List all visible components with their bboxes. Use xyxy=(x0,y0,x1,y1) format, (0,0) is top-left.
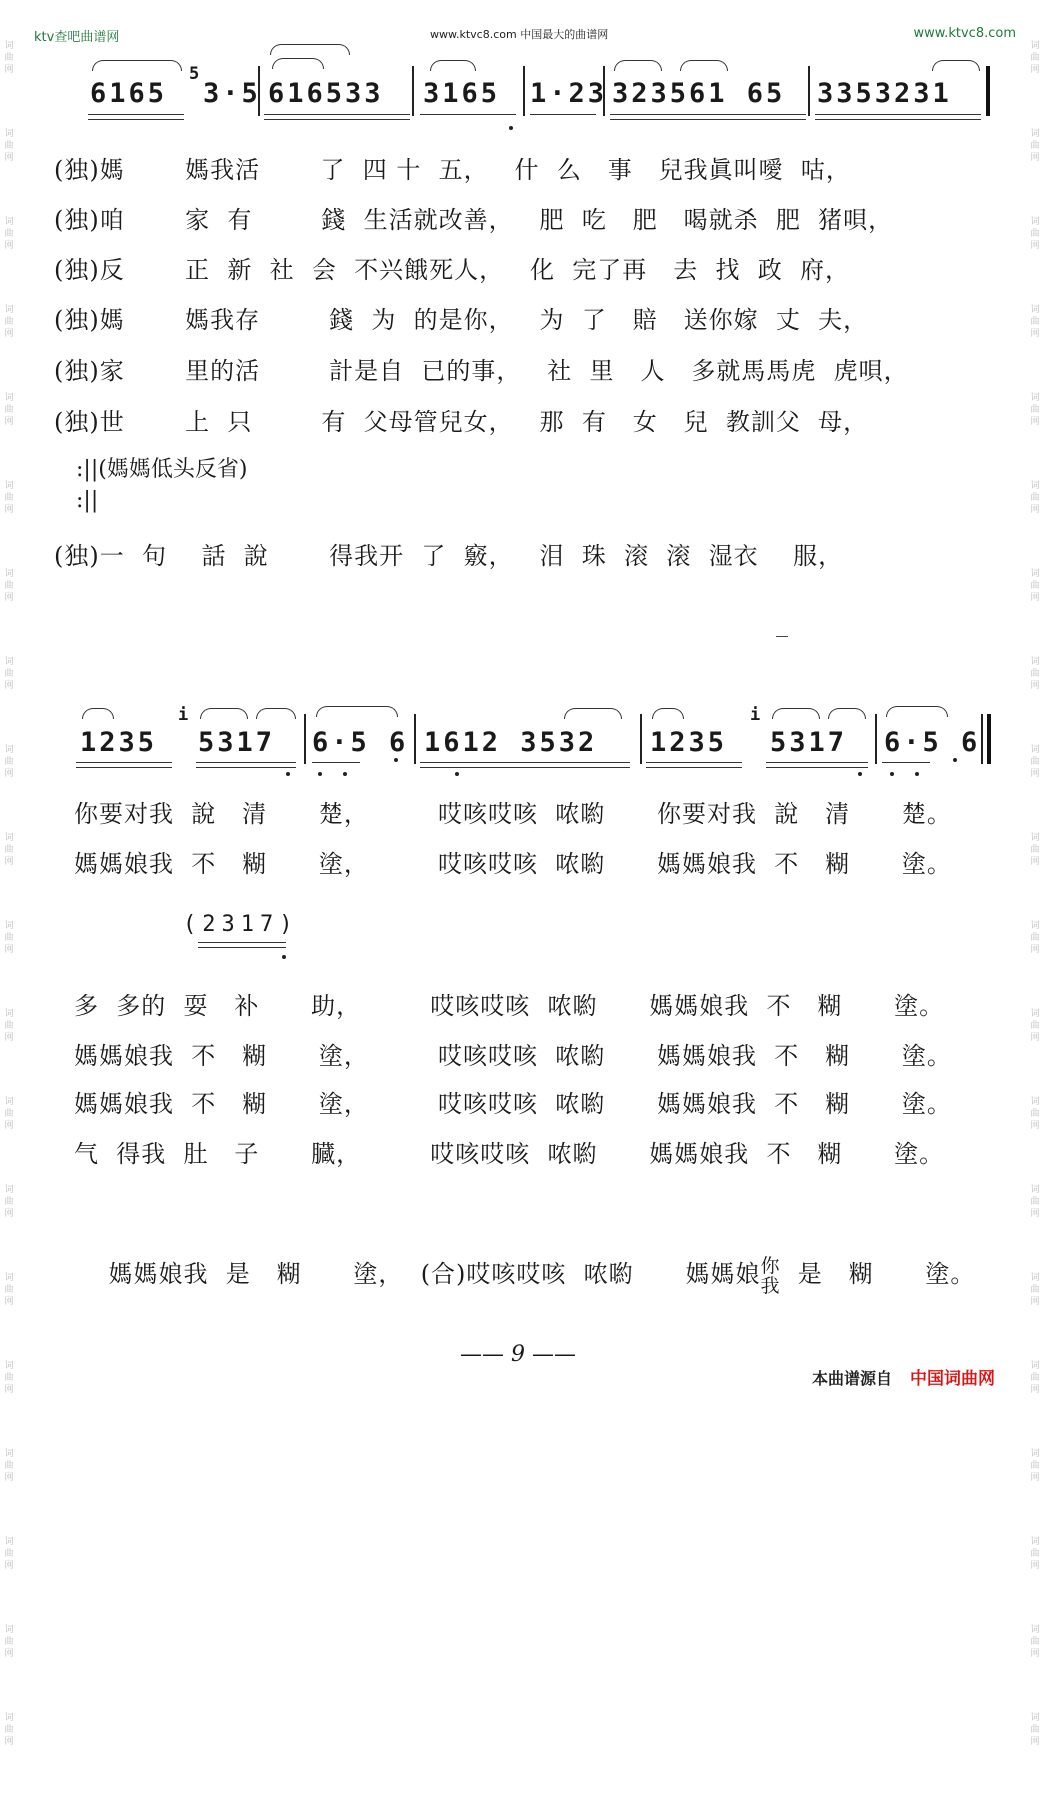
barline xyxy=(640,714,642,764)
measure-1: 1235 xyxy=(80,727,158,758)
site-header-left[interactable]: ktv查吧曲谱网 xyxy=(34,30,120,45)
barline xyxy=(414,714,416,764)
underline xyxy=(766,762,868,763)
barline xyxy=(981,714,983,764)
measure-6: 5317 xyxy=(770,727,848,758)
underline xyxy=(312,762,360,763)
slur xyxy=(256,708,296,719)
underline xyxy=(88,114,184,115)
octave-dot xyxy=(286,772,290,776)
barline xyxy=(412,66,414,116)
octave-dot xyxy=(890,772,894,776)
underline xyxy=(815,114,981,115)
measure-4: 3165 xyxy=(423,78,501,109)
octave-dot xyxy=(953,758,957,762)
measure-4: 1612 3532 xyxy=(424,727,598,758)
measure-5: 1235 xyxy=(650,727,728,758)
underline xyxy=(610,114,806,115)
underline xyxy=(610,119,806,120)
octave-dot xyxy=(318,772,322,776)
grace-note-2: i xyxy=(750,705,761,725)
slur xyxy=(200,708,248,719)
site-header-middle[interactable]: www.ktvc8.com 中国最大的曲谱网 xyxy=(430,28,609,41)
side-watermark-left: 词曲网 词曲网 词曲网 词曲网 词曲网 词曲网 词曲网 词曲网 词曲网 词曲网 词曲网 词曲网 词曲网 词曲网 词曲网 词曲网 词曲网 词曲网 词曲网 词曲网 xyxy=(4,41,14,1747)
stray-mark xyxy=(776,636,788,637)
underline xyxy=(196,767,296,768)
verse-line: (独)咱 家 有 錢 生活就改善， 肥 吃 肥 喝就杀 肥 猪唄， xyxy=(54,206,894,234)
source-credit xyxy=(812,1364,995,1389)
verse-line: (独)媽 媽我存 錢 为 的是你， 为 了 賠 送你嫁 丈 夫， xyxy=(54,306,869,334)
barline xyxy=(986,66,990,116)
underline xyxy=(646,762,742,763)
underline xyxy=(196,762,296,763)
slur xyxy=(932,60,980,71)
verse-line: (独)家 里的活 計是自 已的事， 社 里 人 多就馬馬虎 虎唄， xyxy=(54,357,909,385)
slur xyxy=(680,60,728,71)
underline xyxy=(420,762,630,763)
barline-final xyxy=(987,714,991,764)
underline xyxy=(766,767,868,768)
measure-1: 6165 xyxy=(90,78,168,109)
underline xyxy=(76,762,172,763)
underline xyxy=(646,767,742,768)
underline xyxy=(198,942,286,943)
octave-dot xyxy=(455,772,459,776)
measure-7: 6·5 6 xyxy=(884,727,981,758)
slur xyxy=(316,706,398,717)
source-site-link[interactable]: 中国词曲网 xyxy=(910,1369,996,1389)
slur xyxy=(614,60,662,71)
verse-line: 媽媽娘我 不 糊 塗， 哎咳哎咳 哝喲 媽媽娘我 不 糊 塗。 xyxy=(74,1042,952,1070)
slur xyxy=(430,60,476,71)
underline xyxy=(882,762,930,763)
slur xyxy=(272,58,324,69)
barline xyxy=(603,66,605,116)
underline xyxy=(76,767,172,768)
grace-note-1: i xyxy=(178,705,189,725)
measure-5: 1·23 xyxy=(530,78,608,109)
measure-7: 3353231 xyxy=(817,78,952,109)
underline xyxy=(264,114,410,115)
underline xyxy=(815,119,981,120)
bracketed-notes: (2317) xyxy=(183,912,299,937)
measure-2: 3·5 xyxy=(203,78,261,109)
barline xyxy=(875,714,877,764)
slur xyxy=(886,706,948,717)
verse-line: (独)媽 媽我活 了 四 十 五， 什 么 事 兒我眞叫噯 咕， xyxy=(54,156,851,184)
stage-direction: :||(媽媽低头反省) xyxy=(76,457,248,482)
octave-dot xyxy=(282,955,286,959)
measure-3: 616533 xyxy=(268,78,384,109)
underline xyxy=(198,947,286,948)
slur xyxy=(564,708,622,719)
source-label: 本曲谱源自 xyxy=(812,1369,893,1388)
page-number: —— 9 —— xyxy=(460,1342,576,1367)
octave-dot xyxy=(858,772,862,776)
repeat-mark: :|| xyxy=(76,488,99,513)
slur xyxy=(828,708,866,719)
octave-dot xyxy=(394,758,398,762)
verse-line: 气 得我 肚 子 臓， 哎咳哎咳 哝喲 媽媽娘我 不 糊 塗。 xyxy=(74,1140,945,1168)
verse-line: (独)世 上 只 有 父母管兒女， 那 有 女 兒 教訓父 母， xyxy=(54,408,869,436)
side-watermark-right: 词曲网 词曲网 词曲网 词曲网 词曲网 词曲网 词曲网 词曲网 词曲网 词曲网 词曲网 词曲网 词曲网 词曲网 词曲网 词曲网 词曲网 词曲网 词曲网 词曲网 xyxy=(1030,41,1040,1747)
measure-2: 5317 xyxy=(198,727,276,758)
slur xyxy=(652,708,684,719)
verse-last-part-1: 媽媽娘我 是 糊 塗， (合)哎咳哎咳 哝喲 媽媽娘 xyxy=(108,1260,761,1288)
octave-dot xyxy=(509,126,513,130)
verse-line xyxy=(74,1226,975,1324)
barline xyxy=(523,66,525,116)
measure-3: 6·5 6 xyxy=(312,727,409,758)
slur xyxy=(270,44,350,55)
underline xyxy=(264,119,410,120)
stacked-lyric: 你 我 xyxy=(760,1254,781,1297)
grace-note-1: 5 xyxy=(189,64,200,84)
measure-6: 323561 65 xyxy=(612,78,786,109)
verse-line: (独)反 正 新 社 会 不兴餓死人， 化 完了再 去 找 政 府， xyxy=(54,256,850,284)
barline xyxy=(304,714,306,764)
barline xyxy=(808,66,810,116)
underline xyxy=(88,119,184,120)
octave-dot xyxy=(915,772,919,776)
slur xyxy=(92,60,182,71)
verse-line: 媽媽娘我 不 糊 塗， 哎咳哎咳 哝喲 媽媽娘我 不 糊 塗。 xyxy=(74,1090,952,1118)
underline xyxy=(420,767,630,768)
underline xyxy=(420,114,516,115)
site-header-right[interactable]: www.ktvc8.com xyxy=(913,26,1016,41)
slur xyxy=(772,708,820,719)
verse-last-part-2: 是 糊 塗。 xyxy=(780,1260,976,1288)
slur xyxy=(82,708,114,719)
verse-line: 多 多的 耍 补 助， 哎咳哎咳 哝喲 媽媽娘我 不 糊 塗。 xyxy=(74,992,945,1020)
verse-line: 媽媽娘我 不 糊 塗， 哎咳哎咳 哝喲 媽媽娘我 不 糊 塗。 xyxy=(74,850,952,878)
verse-line: (独)一 句 話 說 得我开 了 竅， 泪 珠 滚 滚 湿衣 服， xyxy=(54,542,844,570)
underline xyxy=(530,114,596,115)
verse-line: 你要对我 說 清 楚， 哎咳哎咳 哝喲 你要对我 說 清 楚。 xyxy=(74,800,952,828)
octave-dot xyxy=(343,772,347,776)
barline xyxy=(258,66,260,116)
